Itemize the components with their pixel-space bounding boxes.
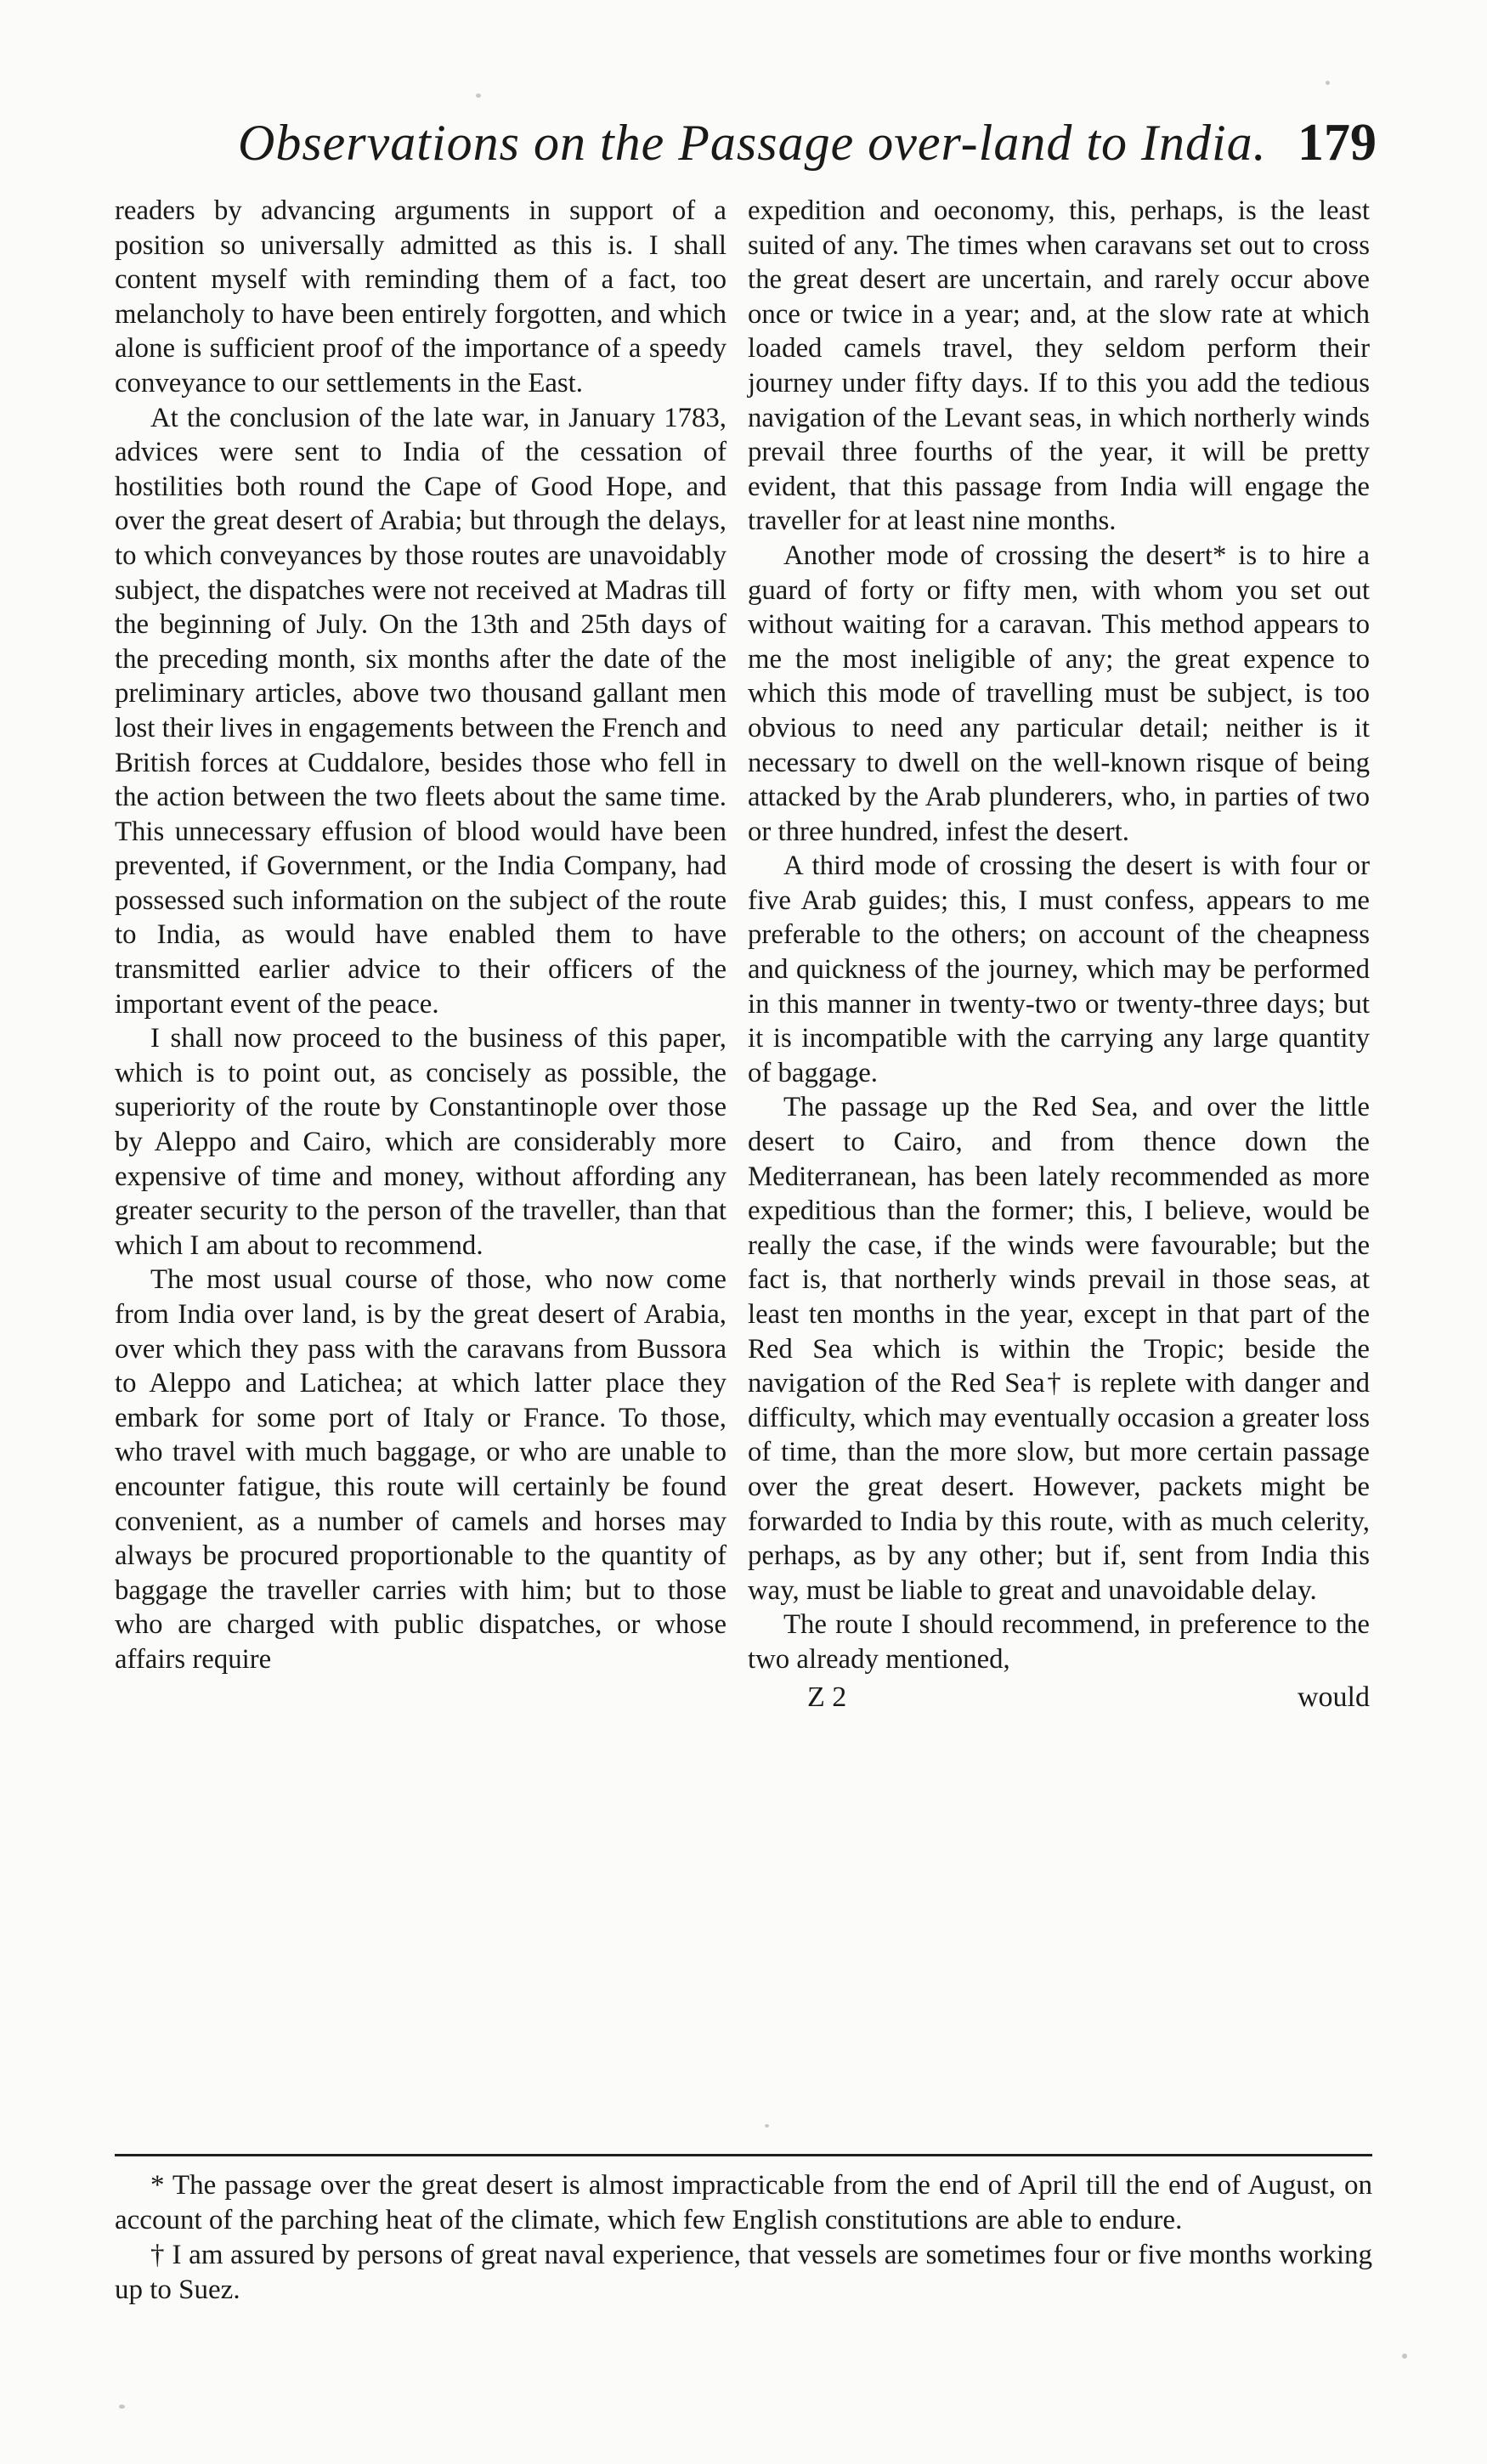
page-header [187, 109, 1377, 177]
left-paragraph-4: The most usual course of those, who now come from India over land, is by the great desert of Arabia, over which they pass with the caravans from Bussora to Aleppo and Laticheа; at which latter place they embark for some port of Italy or France. To those, who travel with much baggage, or who are unable to encounter fatigue, this route will certainly be found convenient, as a number of camels and horses may always be procured proportionable to the quantity of baggage the traveller carries with him; but to those who are charged with public dispatches, or whose affairs require [115, 1264, 727, 1675]
print-speck [1402, 2354, 1407, 2359]
right-paragraph-4: The passage up the Red Sea, and over the little desert to Cairo, and from thence down the Mediterranean, has been lately recommended as more expeditious than the former; this, I believe, would be really the case, if the winds were favourable; but the fact is, that northerly winds prevail in those seas, at least ten months in the year, except in that part of the Red Sea which is within the Tropic; beside the navigation of the Red Sea† is replete with danger and difficulty, which may eventually occasion a greater loss of time, than the more slow, but more certain passage over the great desert. However, packets might be forwarded to India by this route, with as much celerity, perhaps, as by any other; but if, sent from India this way, must be liable to great and unavoidable delay. [748, 1092, 1370, 1606]
page-number: 179 [1298, 114, 1377, 172]
left-paragraph-2: At the conclusion of the late war, in January 1783, advices were sent to India of the cessation of hostilities both round the Cape of Good Hope, and over the great desert of Arabia; but through the delays, to which conveyances by those routes are unavoidably subject, the dispatches were not received at Madras till the beginning of July. On the 13th and 25th days of the preceding month, six months after the date of the preliminary articles, above two thousand gallant men lost their lives in engagements between the French and British forces at Cuddalore, besides those who fell in the action between the two fleets about the same time. This unnecessary effusion of blood would have been prevented, if Government, or the India Company, had possessed such information on the subject of the route to India, as would have enabled them to have transmitted earlier advice to their officers of the important event of the peace. [115, 402, 727, 1020]
left-paragraph-3: I shall now proceed to the business of this paper, which is to point out, as concisely as possible, the superiority of the route by Constantinople over those by Aleppo and Cairo, which are considerably more expensive of time and money, without affording any greater security to the person of the traveller, than that which I am about to recommend. [115, 1023, 727, 1261]
catchword: would [1298, 1681, 1370, 1713]
catchword-line [748, 1679, 1370, 1716]
footnote-2: † I am assured by persons of great naval experience, that vessels are sometimes four or five months working up to Suez. [115, 2240, 1372, 2305]
right-paragraph-1: expedition and oeconomy, this, perhaps, is the least suited of any. The times when caravans set out to cross the great desert are uncertain, and rarely occur above once or twice in a year; and, at the slow rate at which loaded camels travel, they seldom perform their journey under fifty days. If to this you add the tedious navigation of the Levant seas, in which northerly winds prevail three fourths of the year, it will be pretty evident, that this passage from India will engage the traveller for at least nine months. [748, 195, 1370, 537]
signature-mark: Z 2 [807, 1681, 847, 1713]
left-paragraph-1: readers by advancing arguments in support of a position so universally admitted as this is. I shall content myself with reminding them of a fact, too melancholy to have been entirely forgotten, and which alone is sufficient proof of the importance of a speedy conveyance to our settlements in the East. [115, 195, 727, 398]
footnote-rule [115, 2154, 1372, 2156]
right-column [748, 194, 1370, 1716]
print-speck [1326, 81, 1330, 85]
left-column [115, 194, 727, 1677]
right-paragraph-2: Another mode of crossing the desert* is to hire a guard of forty or fifty men, with whom you set out without waiting for a caravan. This method appears to me the most ineligible of any; the great expence to which this mode of travelling must be subject, is too obvious to need any particular detail; neither is it necessary to dwell on the well-known risque of being attacked by the Arab plunderers, who, in parties of two or three hundred, infest the desert. [748, 540, 1370, 847]
footnotes [115, 2168, 1372, 2308]
print-speck [119, 2405, 125, 2409]
right-paragraph-3: A third mode of crossing the desert is with four or five Arab guides; this, I must confess, appears to me preferable to the others; on account of the cheapness and quickness of the journey, which may be performed in this manner in twenty-two or twenty-three days; but it is incompatible with the carrying any large quantity of baggage. [748, 851, 1370, 1088]
running-title: Observations on the Passage over-land to India. [238, 115, 1267, 171]
print-speck [765, 2124, 769, 2128]
print-speck [476, 93, 481, 98]
right-paragraph-5: The route I should recommend, in preference to the two already mentioned, [748, 1609, 1370, 1675]
footnote-1: * The passage over the great desert is almost impracticable from the end of April till the end of August, on account of the parching heat of the climate, which few English constitutions are able to endure. [115, 2170, 1372, 2235]
